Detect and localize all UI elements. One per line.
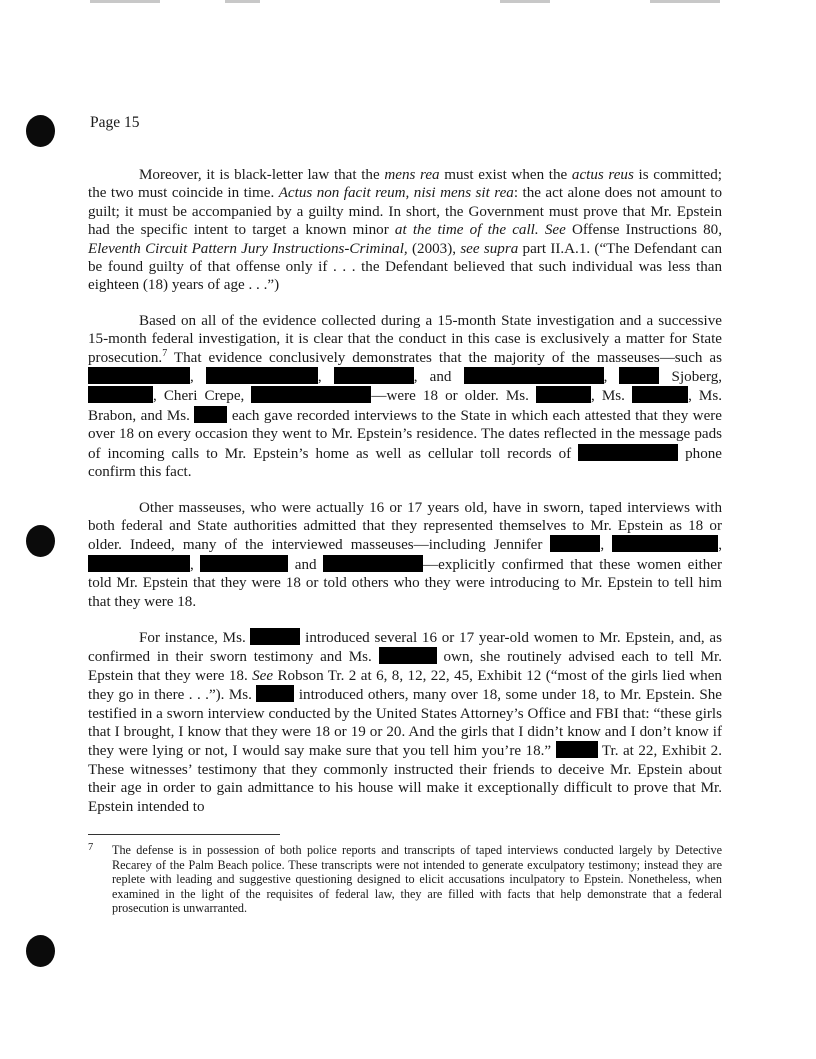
- redaction-box: [200, 555, 288, 572]
- text: : the act alone does not amount to guilt; it must be accompanied by a guilty mind. In short, the Government must prove that Mr. Epstein had the specific intent to target a known minor: [88, 185, 722, 239]
- text: , Ms.: [591, 388, 633, 405]
- text: own, she routinely advised each to tell Mr. Epstein that they were 18.: [88, 649, 722, 684]
- scan-artifact-line: [90, 0, 160, 3]
- redaction-box: [612, 535, 718, 552]
- redaction-box: [334, 367, 414, 384]
- footnote-reference[interactable]: 7: [162, 347, 168, 359]
- redaction-box: [556, 741, 598, 758]
- text: Other masseuses, who were actually 16 or 17 years old, have in sworn, taped interviews with both federal and State authorities admitted that they represented themselves to Mr. Epstein as 18 or older. Indeed, many of the interviewed masseuses—including Jennifer: [88, 499, 722, 554]
- punch-hole: [26, 115, 55, 147]
- footnote-divider: [88, 834, 280, 835]
- redaction-box: [550, 535, 600, 552]
- text: , Ms. Brabon, and Ms.: [88, 388, 722, 424]
- punch-hole: [26, 935, 55, 967]
- text: Robson Tr. 2 at 6, 8, 12, 22, 45, Exhibit 12 (“most of the girls lied when they go in there . . .”). Ms.: [88, 667, 722, 704]
- redaction-box: [88, 367, 190, 384]
- text: Eleventh Circuit Pattern Jury Instructions-Criminal,: [88, 240, 408, 257]
- text: part II.A.1. (“The Defendant can be found guilty of that offense only if . . . the Defendant believed that such individual was less than eighteen (18) years of age . . .”): [88, 240, 723, 294]
- page-number: Page 15: [90, 114, 140, 131]
- text: For instance, Ms.: [139, 629, 251, 646]
- scan-artifact-line: [500, 0, 550, 3]
- text: —were 18 or older. Ms.: [371, 388, 537, 405]
- text: That evidence conclusively demonstrates that the majority of the masseuses—such as: [167, 349, 722, 366]
- body-text: [88, 166, 722, 833]
- text: See: [252, 667, 274, 684]
- redaction-box: [206, 367, 318, 384]
- text: is committed; the two must coincide in time.: [88, 167, 722, 202]
- scan-artifact-line: [225, 0, 260, 3]
- redaction-box: [194, 406, 227, 423]
- footnote: [88, 843, 722, 916]
- text: introduced several 16 or 17 year-old women to Mr. Epstein, and, as confirmed in their sworn testimony and Ms.: [88, 629, 722, 666]
- text: Tr. at 22, Exhibit 2. These witnesses’ testimony that they commonly instructed their friends to deceive Mr. Epstein about their age in order to gain admittance to his house will make it exceptionally difficult to prove that Mr. Epstein intended to: [88, 743, 722, 815]
- paragraph-1: [88, 166, 722, 295]
- footnote-text: The defense is in possession of both police reports and transcripts of taped interviews conducted largely by Detective Recarey of the Palm Beach police. These transcripts were not intended to generate exculpatory testimony; instead they are replete with leading and suggestive questioning designed to elicit accusations inculpatory to Epstein. Nonetheless, when examined in the light of the requisites of federal law, they are filled with facts that help demonstrate that a federal prosecution is unwarranted.: [112, 843, 722, 916]
- text: must exist when the: [439, 167, 572, 183]
- redaction-box: [88, 386, 153, 403]
- paragraph-3: [88, 499, 722, 611]
- scan-artifact-line: [650, 0, 720, 3]
- redaction-box: [323, 555, 423, 572]
- text: , and: [413, 369, 464, 386]
- redaction-box: [619, 367, 659, 384]
- redaction-box: [464, 367, 604, 384]
- text: ,: [190, 556, 201, 573]
- redaction-box: [536, 386, 591, 403]
- text: introduced others, many over 18, some under 18, to Mr. Epstein. She testified in a sworn interview conducted by the United States Attorney’s Office and FBI that: “these girls that I brought, I know that they were 18 or 19 or 20. And the girls that I didn’t know and I don’t know if they were lying or not, I would say make sure that you tell him you’re 18.”: [88, 687, 722, 760]
- redaction-box: [250, 628, 300, 645]
- text: (2003),: [407, 240, 461, 257]
- redaction-box: [379, 647, 437, 664]
- text: Moreover, it is black-letter law that the: [139, 167, 385, 183]
- text: ,: [600, 537, 613, 554]
- redaction-box: [251, 386, 371, 403]
- text: See: [544, 222, 566, 239]
- text: —explicitly confirmed that these women either told Mr. Epstein that they were 18 or told others who they were introducing to Mr. Epstein to tell him that they were 18.: [88, 556, 723, 610]
- redaction-box: [88, 555, 190, 572]
- redaction-box: [256, 685, 294, 702]
- text: and: [288, 556, 324, 573]
- text: ,: [603, 369, 620, 386]
- redaction-box: [632, 386, 688, 403]
- text: Offense Instructions 80,: [565, 222, 723, 239]
- paragraph-4: [88, 628, 722, 816]
- text: , Cheri Crepe,: [153, 388, 252, 405]
- text: phone confirm this fact.: [88, 445, 722, 481]
- text: ,: [190, 369, 206, 386]
- paragraph-2: [88, 312, 722, 482]
- footnote-number: 7: [88, 842, 94, 853]
- text: Actus non facit reum, nisi mens sit rea: [278, 185, 514, 202]
- text: each gave recorded interviews to the State in which each attested that they were over 18 on every occasion they went to Mr. Epstein’s residence. The dates reflected in the message pads of incoming calls to Mr. Epstein’s home as well as cellular toll records of: [88, 407, 723, 462]
- text: ,: [317, 369, 334, 386]
- text: mens rea: [384, 167, 440, 183]
- text: Based on all of the evidence collected during a 15-month State investigation and a successive 15-month federal investigation, it is clear that the conduct in this case is exclusively a matter for State prosecution.: [88, 312, 722, 366]
- text: see supra: [460, 240, 519, 257]
- text: ,: [718, 537, 723, 554]
- redaction-box: [578, 444, 678, 461]
- text: at the time of the call.: [394, 222, 539, 239]
- punch-hole: [26, 525, 55, 557]
- text: actus reus: [571, 167, 634, 183]
- text: Sjoberg,: [659, 369, 723, 386]
